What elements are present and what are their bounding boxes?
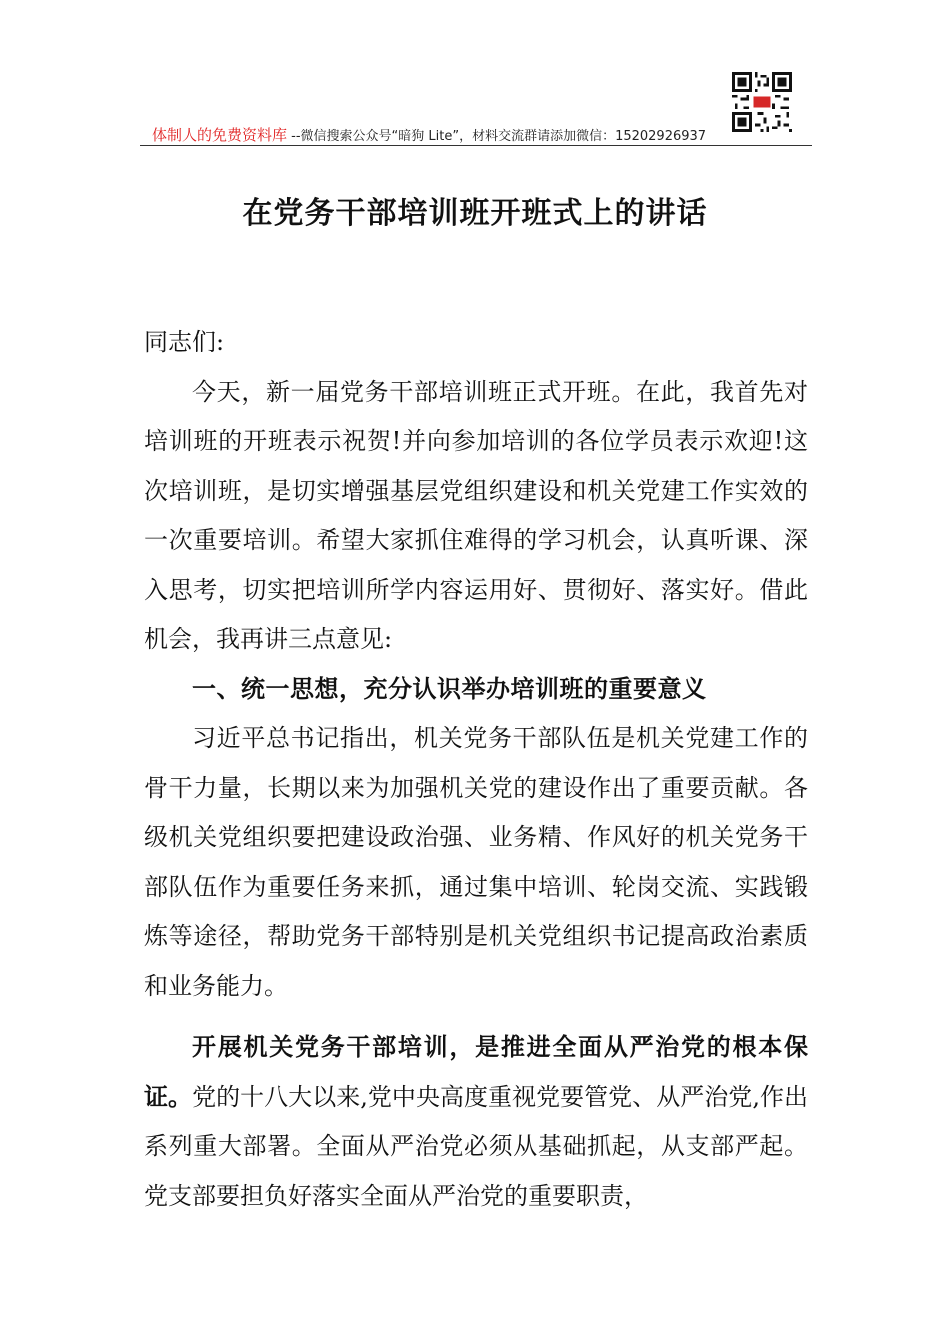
paragraph-opening: 今天，新一届党务干部培训班正式开班。在此，我首先对培训班的开班表示祝贺!并向参加培训的各位学员表示欢迎!这次培训班，是切实增强基层党组织建设和机关党建工作实效的一次重要培训。希望大家抓住难得的学习机会，认真听课、深入思考，切实把培训所学内容运用好、贯彻好、落实好。借此机会，我再讲三点意见: (144, 377, 808, 653)
greeting: 同志们: (144, 328, 225, 356)
paragraph-body: 党的十八大以来,党中央高度重视党要管党、从严治党,作出系列重大部署。全面从严治党必须从基础抓起，从支部严起。党支部要担负好落实全面从严治党的重要职责， (144, 1082, 809, 1210)
paragraph-xi-quote: 习近平总书记指出，机关党务干部队伍是机关党建工作的骨干力量，长期以来为加强机关党的建设作出了重要贡献。各级机关党组织要把建设政治强、业务精、作风好的机关党务干部队伍作为重要任务来抓，通过集中培训、轮岗交流、实践锻炼等途径，帮助党务干部特别是机关党组织书记提高政治素质和业务能力。 (144, 724, 808, 1000)
paragraph-party-discipline (144, 1023, 808, 1221)
header-divider (140, 145, 812, 146)
page-header (140, 72, 812, 146)
section-heading-1: 一、统一思想，充分认识举办培训班的重要意义 (192, 674, 707, 703)
document-title: 在党务干部培训班开班式上的讲话 (242, 196, 708, 231)
header-info: --微信搜索公众号“暗狗 Lite”，材料交流群请添加微信：15202926937 (287, 129, 707, 144)
paragraph-lead-sentence: 开展机关党务干部培训，是推进全面从严治党的根本保证。 (144, 1033, 808, 1111)
brand-name: 体制人的免费资料库 (152, 126, 288, 144)
document-body (144, 318, 808, 1221)
header-line (152, 124, 706, 145)
qr-code-icon (732, 72, 792, 132)
